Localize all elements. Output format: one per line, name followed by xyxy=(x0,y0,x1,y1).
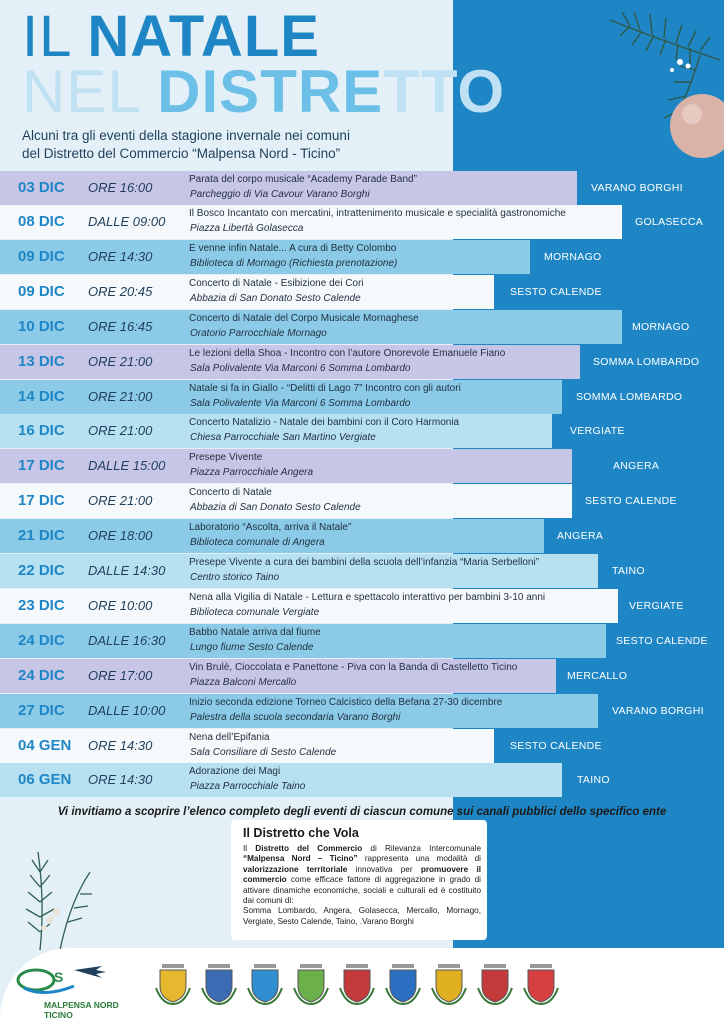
event-date: 22 DIC xyxy=(18,562,65,579)
event-title: Natale si fa in Giallo - “Delitti di Lago 7” Incontro con gli autori xyxy=(189,383,461,394)
event-location: Sala Polivalente Via Marconi 6 Somma Lombardo xyxy=(190,398,411,409)
event-time: ORE 10:00 xyxy=(88,598,153,613)
event-location: Biblioteca di Mornago (Richiesta prenotazione) xyxy=(190,258,398,269)
event-title: Presepe Vivente xyxy=(189,452,263,463)
event-town: SESTO CALENDE xyxy=(585,495,677,507)
event-town: SOMMA LOMBARDO xyxy=(576,391,683,403)
event-time: ORE 17:00 xyxy=(88,668,153,683)
event-title: Concerto di Natale - Esibizione dei Cori xyxy=(189,278,364,289)
event-town: SOMMA LOMBARDO xyxy=(593,356,700,368)
event-time: ORE 18:00 xyxy=(88,528,153,543)
event-location: Centro storico Taino xyxy=(190,572,280,583)
pine-sprig-icon xyxy=(20,842,110,952)
event-title: Adorazione dei Magi xyxy=(189,766,281,777)
event-time: ORE 21:00 xyxy=(88,493,153,508)
event-location: Palestra della scuola secondaria Varano Borghi xyxy=(190,712,401,723)
event-row xyxy=(0,729,724,763)
svg-text:S: S xyxy=(54,969,64,985)
event-time: ORE 21:00 xyxy=(88,389,153,404)
event-location: Piazza Parrocchiale Taino xyxy=(190,781,306,792)
subtitle: Alcuni tra gli eventi della stagione invernale nei comuni del Distretto del Commercio “Malpensa Nord - Ticino” xyxy=(22,128,350,161)
event-town: VARANO BORGHI xyxy=(591,182,683,194)
event-date: 09 DIC xyxy=(18,248,65,265)
event-location: Lungo fiume Sesto Calende xyxy=(190,642,314,653)
event-date: 13 DIC xyxy=(18,353,65,370)
event-time: DALLE 10:00 xyxy=(88,703,166,718)
event-date: 09 DIC xyxy=(18,283,65,300)
event-location: Abbazia di San Donato Sesto Calende xyxy=(190,502,361,513)
event-row xyxy=(0,380,724,414)
event-date: 17 DIC xyxy=(18,492,65,509)
event-time: DALLE 09:00 xyxy=(88,214,166,229)
event-time: DALLE 14:30 xyxy=(88,563,166,578)
event-town: GOLASECCA xyxy=(635,216,704,228)
event-date: 03 DIC xyxy=(18,179,65,196)
event-row xyxy=(0,171,724,205)
event-row xyxy=(0,624,724,658)
event-date: 14 DIC xyxy=(18,388,65,405)
event-time: DALLE 15:00 xyxy=(88,458,166,473)
event-time: ORE 21:00 xyxy=(88,354,153,369)
crest-taino-icon xyxy=(430,958,468,1006)
crest-varano-borghi-icon xyxy=(476,958,514,1006)
event-title: Inizio seconda edizione Torneo Calcistico della Befana 27-30 dicembre xyxy=(189,697,503,708)
event-row xyxy=(0,205,724,239)
event-location: Parcheggio di Via Cavour Varano Borghi xyxy=(190,189,370,200)
event-date: 08 DIC xyxy=(18,213,65,230)
event-title: Concerto Natalizio - Natale dei bambini con il Coro Harmonia xyxy=(189,417,460,428)
event-row xyxy=(0,589,724,623)
event-location: Sala Polivalente Via Marconi 6 Somma Lombardo xyxy=(190,363,411,374)
event-town: ANGERA xyxy=(613,460,660,472)
event-title: Il Bosco Incantato con mercatini, intrattenimento musicale e specialità gastronomiche xyxy=(189,208,566,219)
event-date: 06 GEN xyxy=(18,771,72,788)
event-date: 24 DIC xyxy=(18,632,65,649)
event-location: Abbazia di San Donato Sesto Calende xyxy=(190,293,361,304)
event-time: ORE 16:45 xyxy=(88,319,153,334)
event-row xyxy=(0,449,724,483)
event-location: Piazza Balconi Mercallo xyxy=(190,677,297,688)
event-time: ORE 14:30 xyxy=(88,738,153,753)
event-location: Biblioteca comunale di Angera xyxy=(190,537,325,548)
crest-somma-lombardo-icon xyxy=(384,958,422,1006)
event-row xyxy=(0,414,724,448)
event-date: 04 GEN xyxy=(18,737,72,754)
event-row xyxy=(0,310,724,344)
crest-angera-icon xyxy=(154,958,192,1006)
event-date: 23 DIC xyxy=(18,597,65,614)
malpensa-nord-logo-icon xyxy=(14,960,114,1002)
event-title: Laboratorio “Ascolta, arriva il Natale” xyxy=(189,522,352,533)
event-date: 17 DIC xyxy=(18,457,65,474)
event-town: TAINO xyxy=(612,565,645,577)
event-row xyxy=(0,659,724,693)
event-title: Concerto di Natale xyxy=(189,487,272,498)
event-town: VERGIATE xyxy=(629,600,684,612)
event-time: ORE 14:30 xyxy=(88,249,153,264)
event-date: 21 DIC xyxy=(18,527,65,544)
event-row xyxy=(0,345,724,379)
event-row xyxy=(0,763,724,797)
event-town: MERCALLO xyxy=(567,670,628,682)
crest-sesto-calende-icon xyxy=(338,958,376,1006)
event-location: Biblioteca comunale Vergiate xyxy=(190,607,320,618)
event-row xyxy=(0,554,724,588)
event-title: Le lezioni della Shoa - Incontro con l’autore Onorevole Emanuele Fiano xyxy=(189,348,506,359)
district-info-box xyxy=(231,820,487,940)
event-title: E venne infin Natale... A cura di Betty Colombo xyxy=(189,243,397,254)
invite-text: Vi invitiamo a scoprire l’elenco completo degli eventi di ciascun comune sui canali pubblici dello specifico ente xyxy=(57,806,667,818)
crest-mornago-icon xyxy=(292,958,330,1006)
event-town: VERGIATE xyxy=(570,425,625,437)
event-title: Concerto di Natale del Corpo Musicale Mornaghese xyxy=(189,313,419,324)
event-date: 27 DIC xyxy=(18,702,65,719)
event-title: Nena dell’Epifania xyxy=(189,732,270,743)
event-time: ORE 14:30 xyxy=(88,772,153,787)
event-time: ORE 20:45 xyxy=(88,284,153,299)
crest-mercallo-icon xyxy=(246,958,284,1006)
event-date: 24 DIC xyxy=(18,667,65,684)
event-town: SESTO CALENDE xyxy=(510,740,602,752)
event-town: MORNAGO xyxy=(544,251,602,263)
crest-vergiate-icon xyxy=(522,958,560,1006)
event-town: VARANO BORGHI xyxy=(612,705,704,717)
event-row xyxy=(0,519,724,553)
event-town: SESTO CALENDE xyxy=(510,286,602,298)
event-town: TAINO xyxy=(577,774,610,786)
event-location: Piazza Parrocchiale Angera xyxy=(190,467,314,478)
page-title-line1: IL NATALE xyxy=(22,4,320,69)
pine-branch-ornament-icon xyxy=(600,0,724,165)
event-title: Parata del corpo musicale “Academy Parade Band” xyxy=(189,174,417,185)
event-title: Presepe Vivente a cura dei bambini della scuola dell’infanzia “Maria Serbelloni” xyxy=(189,557,540,568)
event-row xyxy=(0,275,724,309)
event-title: Babbo Natale arriva dal fiume xyxy=(189,627,321,638)
event-title: Vin Brulè, Cioccolata e Panettone - Piva con la Banda di Castelletto Ticino xyxy=(189,662,518,673)
logo-text: MALPENSA NORD TICINO xyxy=(44,1000,119,1020)
info-text: Il Distretto del Commercio di Rilevanza Intercomunale “Malpensa Nord – Ticino” rappresenta una modalità di valorizzazione territoriale innovativa per promuovere il commercio come efficace fattore di aggregazione in grado di attivare dinamiche economiche, sociali e culturali ed è costituito dai comuni di: Somma Lombardo, Angera, Golasecca, Mercallo, Mornago, Vergiate, Sesto Calende, Taino, .Varano Borghi xyxy=(243,844,482,926)
event-town: SESTO CALENDE xyxy=(616,635,708,647)
event-location: Sala Consiliare di Sesto Calende xyxy=(190,747,337,758)
info-title: Il Distretto che Vola xyxy=(243,826,359,840)
event-time: DALLE 16:30 xyxy=(88,633,166,648)
event-row xyxy=(0,484,724,518)
event-location: Chiesa Parrocchiale San Martino Vergiate xyxy=(190,432,376,443)
event-location: Piazza Libertà Golasecca xyxy=(190,223,304,234)
event-location: Oratorio Parrocchiale Mornago xyxy=(190,328,327,339)
event-row xyxy=(0,240,724,274)
event-town: MORNAGO xyxy=(632,321,690,333)
event-date: 16 DIC xyxy=(18,422,65,439)
page-title-line2: NEL DISTRETTO xyxy=(22,58,506,125)
event-time: ORE 21:00 xyxy=(88,423,153,438)
event-title: Nena alla Vigilia di Natale - Lettura e spettacolo interattivo per bambini 3-10 anni xyxy=(189,592,546,603)
event-town: ANGERA xyxy=(557,530,604,542)
event-row xyxy=(0,694,724,728)
crest-golasecca-icon xyxy=(200,958,238,1006)
event-time: ORE 16:00 xyxy=(88,180,153,195)
event-date: 10 DIC xyxy=(18,318,65,335)
